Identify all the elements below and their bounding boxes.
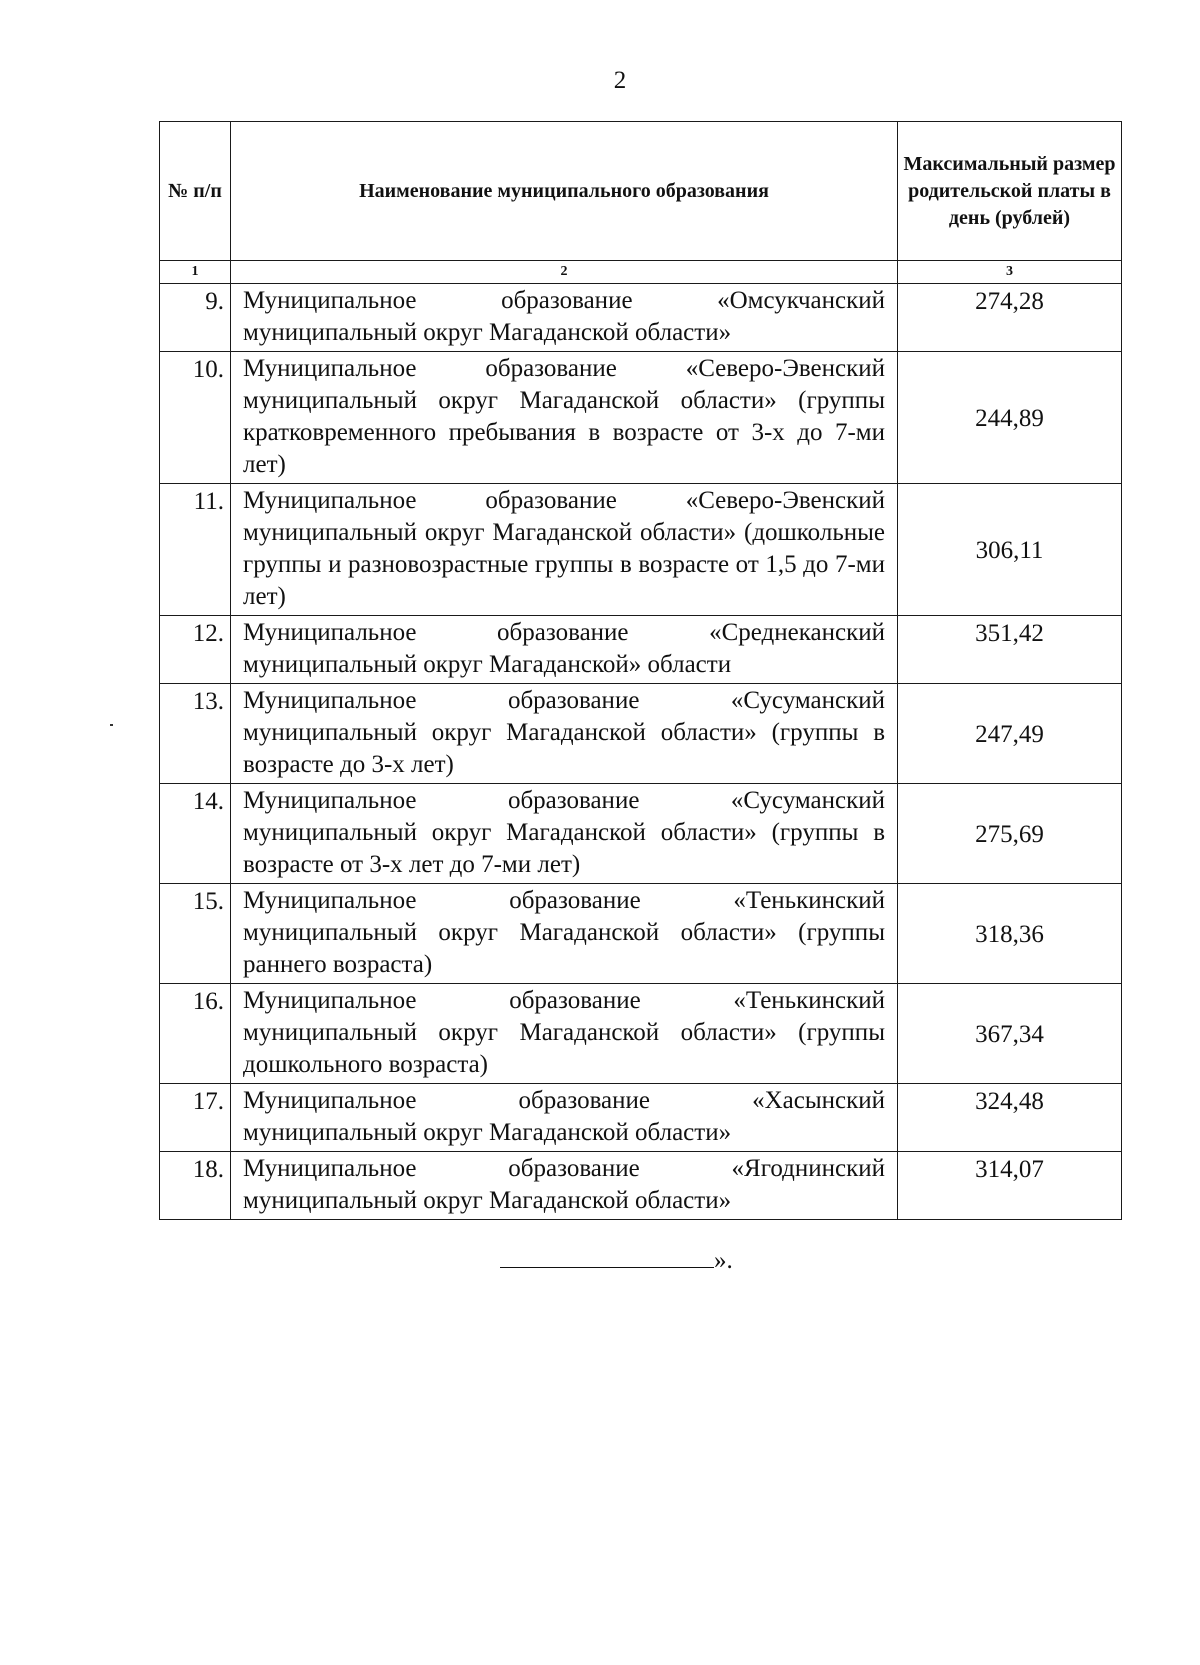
row-number: 12. — [160, 616, 231, 684]
municipality-name — [231, 616, 898, 684]
name-rest: муниципальный округ Магаданской области» (группы в возрасте от 3-х лет до 7-ми лет) — [243, 819, 885, 878]
column-number: 1 — [160, 261, 231, 284]
table-row — [160, 1152, 1122, 1220]
name-rest: муниципальный округ Магаданской области» (дошкольные группы и разновозрастные группы в возрасте от 1,5 до 7-ми лет) — [243, 519, 885, 610]
name-rest: муниципальный округ Магаданской области» — [243, 1187, 732, 1214]
table-row — [160, 784, 1122, 884]
fee-value: 351,42 — [898, 616, 1122, 684]
closing-line — [500, 1245, 733, 1276]
municipality-name — [231, 984, 898, 1084]
name-line: Муниципальное образование «Тенькинский — [243, 987, 885, 1014]
fee-value: 314,07 — [898, 1152, 1122, 1220]
row-number: 15. — [160, 884, 231, 984]
fee-value: 274,28 — [898, 284, 1122, 352]
name-line: Муниципальное образование «Сусуманский — [243, 687, 885, 714]
table-row — [160, 1084, 1122, 1152]
municipality-name — [231, 684, 898, 784]
name-line: Муниципальное образование «Северо-Эвенский — [243, 355, 885, 382]
row-number: 9. — [160, 284, 231, 352]
municipality-name — [231, 1084, 898, 1152]
row-number: 13. — [160, 684, 231, 784]
row-number: 10. — [160, 352, 231, 484]
table-header-row — [160, 122, 1122, 261]
row-number: 11. — [160, 484, 231, 616]
municipality-name — [231, 1152, 898, 1220]
fee-value: 275,69 — [898, 784, 1122, 884]
name-line: Муниципальное образование «Северо-Эвенский — [243, 487, 885, 514]
table-row — [160, 616, 1122, 684]
row-number: 14. — [160, 784, 231, 884]
name-line: Муниципальное образование «Сусуманский — [243, 787, 885, 814]
name-line: Муниципальное образование «Омсукчанский — [243, 287, 885, 314]
closing-quote: ». — [714, 1247, 733, 1274]
signature-blank-line — [500, 1245, 714, 1268]
scan-speck — [110, 724, 113, 726]
name-line: Муниципальное образование «Хасынский — [243, 1087, 885, 1114]
name-rest: муниципальный округ Магаданской» области — [243, 651, 732, 678]
table-row — [160, 984, 1122, 1084]
fee-value: 367,34 — [898, 984, 1122, 1084]
column-number-row — [160, 261, 1122, 284]
table-row — [160, 352, 1122, 484]
table-row — [160, 284, 1122, 352]
row-number: 18. — [160, 1152, 231, 1220]
name-line: Муниципальное образование «Среднеканский — [243, 619, 885, 646]
fee-table — [159, 121, 1122, 1220]
municipality-name — [231, 352, 898, 484]
name-rest: муниципальный округ Магаданской области» (группы раннего возраста) — [243, 919, 885, 978]
fee-value: 306,11 — [898, 484, 1122, 616]
municipality-name — [231, 284, 898, 352]
name-rest: муниципальный округ Магаданской области» (группы кратковременного пребывания в возрасте от 3-х до 7-ми лет) — [243, 387, 885, 478]
fee-value: 244,89 — [898, 352, 1122, 484]
table-row — [160, 684, 1122, 784]
name-rest: муниципальный округ Магаданской области» (группы в возрасте до 3-х лет) — [243, 719, 885, 778]
header-num: № п/п — [160, 122, 231, 261]
name-rest: муниципальный округ Магаданской области» — [243, 319, 732, 346]
municipality-name — [231, 884, 898, 984]
column-number: 3 — [898, 261, 1122, 284]
column-number: 2 — [231, 261, 898, 284]
fee-value: 247,49 — [898, 684, 1122, 784]
municipality-name — [231, 784, 898, 884]
row-number: 16. — [160, 984, 231, 1084]
name-rest: муниципальный округ Магаданской области» — [243, 1119, 732, 1146]
name-line: Муниципальное образование «Ягоднинский — [243, 1155, 885, 1182]
name-rest: муниципальный округ Магаданской области» (группы дошкольного возраста) — [243, 1019, 885, 1078]
table-row — [160, 884, 1122, 984]
fee-value: 318,36 — [898, 884, 1122, 984]
header-value: Максимальный размер родительской платы в день (рублей) — [898, 122, 1122, 261]
table-row — [160, 484, 1122, 616]
name-line: Муниципальное образование «Тенькинский — [243, 887, 885, 914]
fee-value: 324,48 — [898, 1084, 1122, 1152]
page-number: 2 — [613, 67, 627, 94]
municipality-name — [231, 484, 898, 616]
header-name: Наименование муниципального образования — [231, 122, 898, 261]
row-number: 17. — [160, 1084, 231, 1152]
